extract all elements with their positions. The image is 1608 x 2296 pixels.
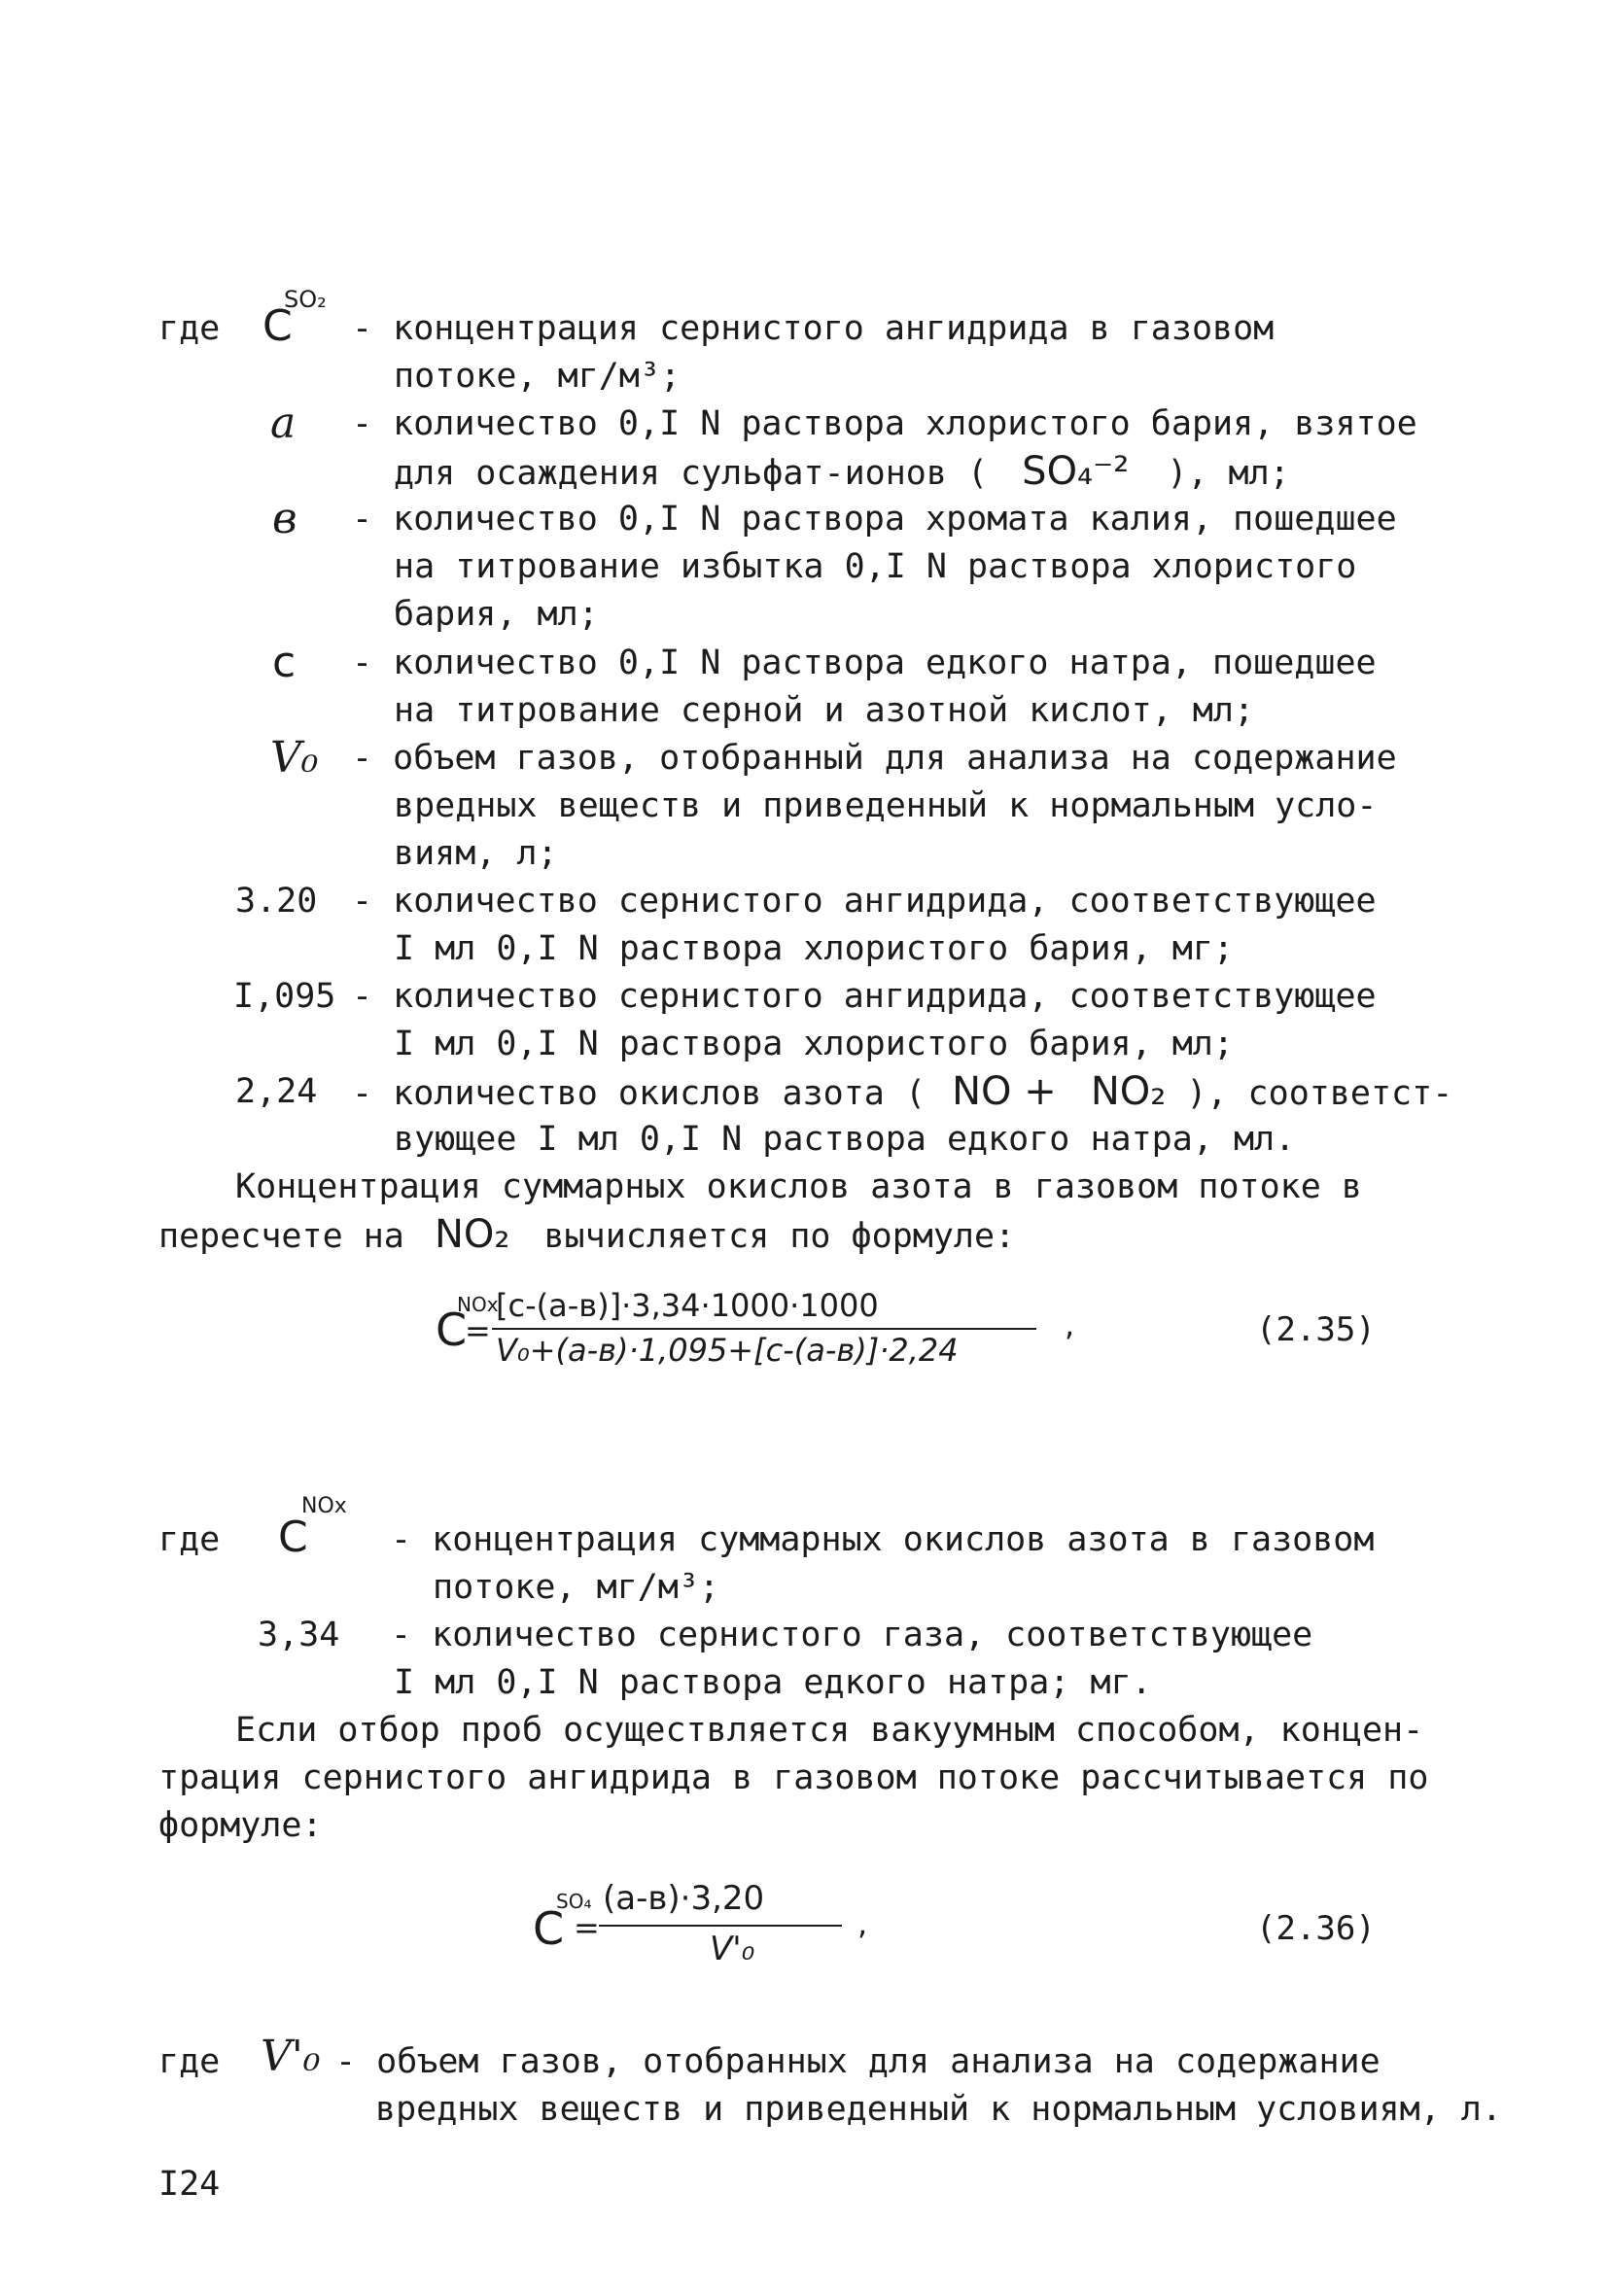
- eq236-lhs: C: [533, 1902, 565, 1955]
- def-cnox-line2: потоке, мг/м³;: [433, 1568, 720, 1607]
- eq236-denominator: V'₀: [710, 1930, 755, 1968]
- symbol-b: в: [272, 494, 297, 543]
- def-v0-line3: виям, л;: [394, 834, 558, 873]
- where-label-1: где: [158, 309, 221, 348]
- symbol-c-nox: C: [278, 1513, 308, 1562]
- def-a-line2: [394, 450, 1290, 495]
- def-a-line1: - количество 0,I N раствора хлористого бария, взятое: [352, 404, 1417, 443]
- para1-line1: Концентрация суммарных окислов азота в газовом потоке в: [235, 1167, 1362, 1206]
- eq236-lhs-sup: SO₄: [556, 1890, 592, 1913]
- page-number: I24: [158, 2165, 221, 2204]
- symbol-c-so2: C: [262, 301, 293, 351]
- def-c-line2: потоке, мг/м³;: [394, 357, 682, 396]
- para2-line3: формуле:: [158, 1806, 323, 1845]
- def-2-24-line2: вующее I мл 0,I N раствора едкого натра, мл.: [394, 1120, 1296, 1159]
- def-2-24-line1: [352, 1070, 1452, 1115]
- no-formula: NO +: [952, 1069, 1057, 1114]
- def-a-line2-part3: ), мл;: [1167, 454, 1290, 493]
- eq236-fraction-bar: [599, 1925, 842, 1927]
- def-3-34-line2: I мл 0,I N раствора едкого натра; мг.: [394, 1663, 1152, 1702]
- para2-line2: трация сернистого ангидрида в газовом потоке рассчитывается по: [158, 1758, 1429, 1797]
- eq235-numerator: [c-(a-в)]·3,34·1000·1000: [496, 1287, 879, 1324]
- def-v0-line2: вредных веществ и приведенный к нормальным усло-: [394, 786, 1378, 825]
- value-2-24: 2,24: [235, 1072, 318, 1111]
- para1-line2-part3: вычисляется по формуле:: [543, 1217, 1016, 1256]
- no2-formula: NO₂: [1090, 1069, 1167, 1114]
- def-3-34-line1: - количество сернистого газа, соответствующее: [391, 1616, 1313, 1654]
- symbol-v0-prime: V'₀: [261, 2032, 321, 2081]
- eq235-number: (2.35): [1256, 1310, 1376, 1349]
- def-csym-line2: на титрование серной и азотной кислот, мл;: [394, 691, 1255, 730]
- def-2-24-part1: - количество окислов азота (: [352, 1074, 926, 1113]
- eq236-comma: ,: [857, 1905, 868, 1942]
- value-3-34: 3,34: [258, 1616, 340, 1654]
- def-c-line1: - концентрация сернистого ангидрида в газовом: [352, 309, 1275, 348]
- def-csym-line1: - количество 0,I N раствора едкого натра, пошедшее: [352, 644, 1377, 682]
- def-cnox-line1: - концентрация суммарных окислов азота в газовом: [391, 1520, 1375, 1559]
- eq236-equals: =: [574, 1909, 600, 1946]
- no2-inline: NO₂: [434, 1212, 510, 1257]
- def-b-line2: на титрование избытка 0,I N раствора хлористого: [394, 547, 1357, 586]
- def-3-20-line2: I мл 0,I N раствора хлористого бария, мг;: [394, 929, 1234, 968]
- eq236-numerator: (a-в)·3,20: [603, 1879, 765, 1918]
- def-3-20-line1: - количество сернистого ангидрида, соответствующее: [352, 882, 1377, 921]
- eq235-fraction-bar: [492, 1328, 1036, 1330]
- eq235-comma: ,: [1065, 1306, 1075, 1343]
- def-2-24-part4: ), соответст-: [1186, 1074, 1453, 1113]
- where-label-3: где: [158, 2042, 221, 2081]
- def-b-line3: бария, мл;: [394, 595, 599, 634]
- symbol-a: a: [270, 399, 297, 448]
- def-1-095-line1: - количество сернистого ангидрида, соответствующее: [352, 977, 1377, 1016]
- symbol-c-nox-sup: NOx: [301, 1494, 347, 1518]
- def-b-line1: - количество 0,I N раствора хромата калия, пошедшее: [352, 500, 1397, 539]
- def-v0-line1: - объем газов, отобранный для анализа на содержание: [352, 739, 1397, 778]
- where-label-2: где: [158, 1520, 221, 1559]
- para1-line2: [158, 1213, 1015, 1258]
- value-1-095: I,095: [233, 977, 336, 1016]
- value-3-20: 3.20: [235, 882, 318, 921]
- para1-line2-part1: пересчете на: [158, 1217, 404, 1256]
- def-a-line2-part1: для осаждения сульфат-ионов (: [394, 454, 989, 493]
- symbol-v0: V₀: [270, 733, 319, 783]
- symbol-c: c: [272, 638, 297, 687]
- eq235-equals: =: [465, 1312, 491, 1349]
- def-v0prime-line2: вредных веществ и приведенный к нормальным условиям, л.: [375, 2090, 1502, 2129]
- eq235-lhs: C: [436, 1304, 468, 1356]
- def-1-095-line2: I мл 0,I N раствора хлористого бария, мл;: [394, 1025, 1234, 1063]
- eq235-lhs-sup: NOx: [457, 1293, 499, 1316]
- para2-line1: Если отбор проб осуществляется вакуумным способом, концен-: [235, 1711, 1424, 1750]
- sulfate-ion-formula: SO₄⁻²: [1022, 449, 1130, 494]
- eq236-number: (2.36): [1256, 1909, 1376, 1948]
- eq235-denominator: V₀+(a-в)·1,095+[c-(a-в)]·2,24: [496, 1332, 959, 1369]
- symbol-c-so2-sup: SO₂: [284, 286, 327, 313]
- def-v0prime-line1: - объем газов, отобранных для анализа на содержание: [335, 2042, 1381, 2081]
